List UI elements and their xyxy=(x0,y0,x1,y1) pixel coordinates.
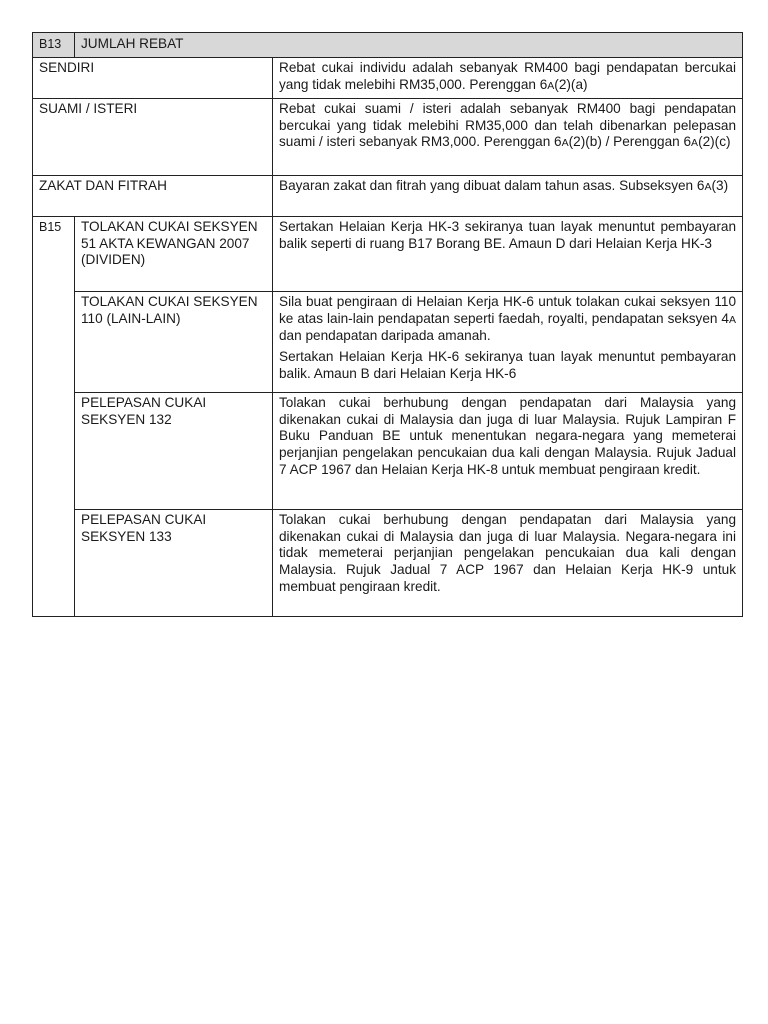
desc-paragraph: Tolakan cukai berhubung dengan pendapatan dari Malaysia yang dikenakan cukai di Malaysia dan juga di luar Malaysia. Rujuk Lampiran F Buku Panduan BE untuk menentukan negara-negara yang memeterai perjanjian pengelakan pencukaian dua kali dengan Malaysia. Rujuk Jadual 7 ACP 1967 dan Helaian Kerja HK-8 untuk membuat pengiraan kredit. xyxy=(279,395,737,477)
row-label-seksyen-132: PELEPASAN CUKAI SEKSYEN 132 xyxy=(75,393,273,510)
b13-title: JUMLAH REBAT xyxy=(75,33,743,58)
row-label-sendiri: SENDIRI xyxy=(33,58,273,99)
row-label-seksyen-110: TOLAKAN CUKAI SEKSYEN 110 (LAIN-LAIN) xyxy=(75,292,273,393)
desc-paragraph: Tolakan cukai berhubung dengan pendapatan dari Malaysia yang dikenakan cukai di Malaysia dan juga di luar Malaysia. Negara-negara ini tidak memeterai perjanjian pengelakan pencukaian dua kali dengan Malaysia. Rujuk Jadual 7 ACP 1967 dan Helaian Kerja HK-9 untuk membuat pengiraan kredit. xyxy=(279,512,737,594)
table-row xyxy=(33,217,743,292)
row-label-zakat: ZAKAT DAN FITRAH xyxy=(33,176,273,217)
row-label-seksyen-51: TOLAKAN CUKAI SEKSYEN 51 AKTA KEWANGAN 2007 (DIVIDEN) xyxy=(75,217,273,292)
desc-smallcaps: A xyxy=(561,137,569,150)
row-desc-seksyen-133 xyxy=(273,510,743,617)
b13-header-row xyxy=(33,33,743,58)
desc-paragraph: Sertakan Helaian Kerja HK-6 sekiranya tuan layak menuntut pembayaran balik. Amaun B dari Helaian Kerja HK-6 xyxy=(279,348,737,381)
row-desc-seksyen-51 xyxy=(273,217,743,292)
desc-text: Sila buat pengiraan di Helaian Kerja HK-6 untuk tolakan cukai seksyen 110 ke atas lain-lain pendapatan seperti faedah, royalti, pendapatan seksyen 4 xyxy=(279,294,737,326)
desc-paragraph xyxy=(279,101,736,152)
row-desc-seksyen-132 xyxy=(273,393,743,510)
row-desc-suami-isteri xyxy=(273,99,743,176)
desc-text: Bayaran zakat dan fitrah yang dibuat dalam tahun asas. Subseksyen 6 xyxy=(279,178,705,194)
row-desc-sendiri xyxy=(273,58,743,99)
table-row xyxy=(33,510,743,617)
row-desc-seksyen-110 xyxy=(273,292,743,393)
desc-smallcaps: A xyxy=(691,137,699,150)
desc-paragraph: Sertakan Helaian Kerja HK-3 sekiranya tuan layak menuntut pembayaran balik seperti di ruang B17 Borang BE. Amaun D dari Helaian Kerja HK-3 xyxy=(279,219,737,251)
desc-text: (3) xyxy=(711,178,729,194)
table-row xyxy=(33,99,743,176)
b13-code: B13 xyxy=(33,33,75,58)
b15-code: B15 xyxy=(33,217,75,617)
desc-paragraph xyxy=(279,60,736,94)
desc-paragraph xyxy=(279,178,736,196)
table-row xyxy=(33,292,743,393)
desc-text: dan pendapatan daripada amanah. xyxy=(279,328,491,344)
desc-text: (2)(a) xyxy=(554,76,588,92)
desc-text: (2)(b) / Perenggan 6 xyxy=(568,134,692,150)
table-row xyxy=(33,58,743,99)
desc-text: (2)(c) xyxy=(698,134,731,150)
desc-paragraph xyxy=(279,294,736,345)
desc-smallcaps: A xyxy=(729,313,737,326)
table-row xyxy=(33,176,743,217)
row-label-suami-isteri: SUAMI / ISTERI xyxy=(33,99,273,176)
desc-text: Rebat cukai suami / isteri adalah sebanyak RM400 bagi pendapatan bercukai yang tidak melebihi RM35,000 dan telah dibenarkan pelepasan suami / isteri sebanyak RM3,000. Perenggan 6 xyxy=(279,101,737,150)
desc-text: Rebat cukai individu adalah sebanyak RM400 bagi pendapatan bercukai yang tidak melebihi RM35,000. Perenggan 6 xyxy=(279,60,737,92)
desc-smallcaps: A xyxy=(704,181,712,194)
table-row xyxy=(33,393,743,510)
desc-smallcaps: A xyxy=(547,79,555,92)
rebate-guide-table xyxy=(32,32,743,617)
row-label-seksyen-133: PELEPASAN CUKAI SEKSYEN 133 xyxy=(75,510,273,617)
row-desc-zakat xyxy=(273,176,743,217)
